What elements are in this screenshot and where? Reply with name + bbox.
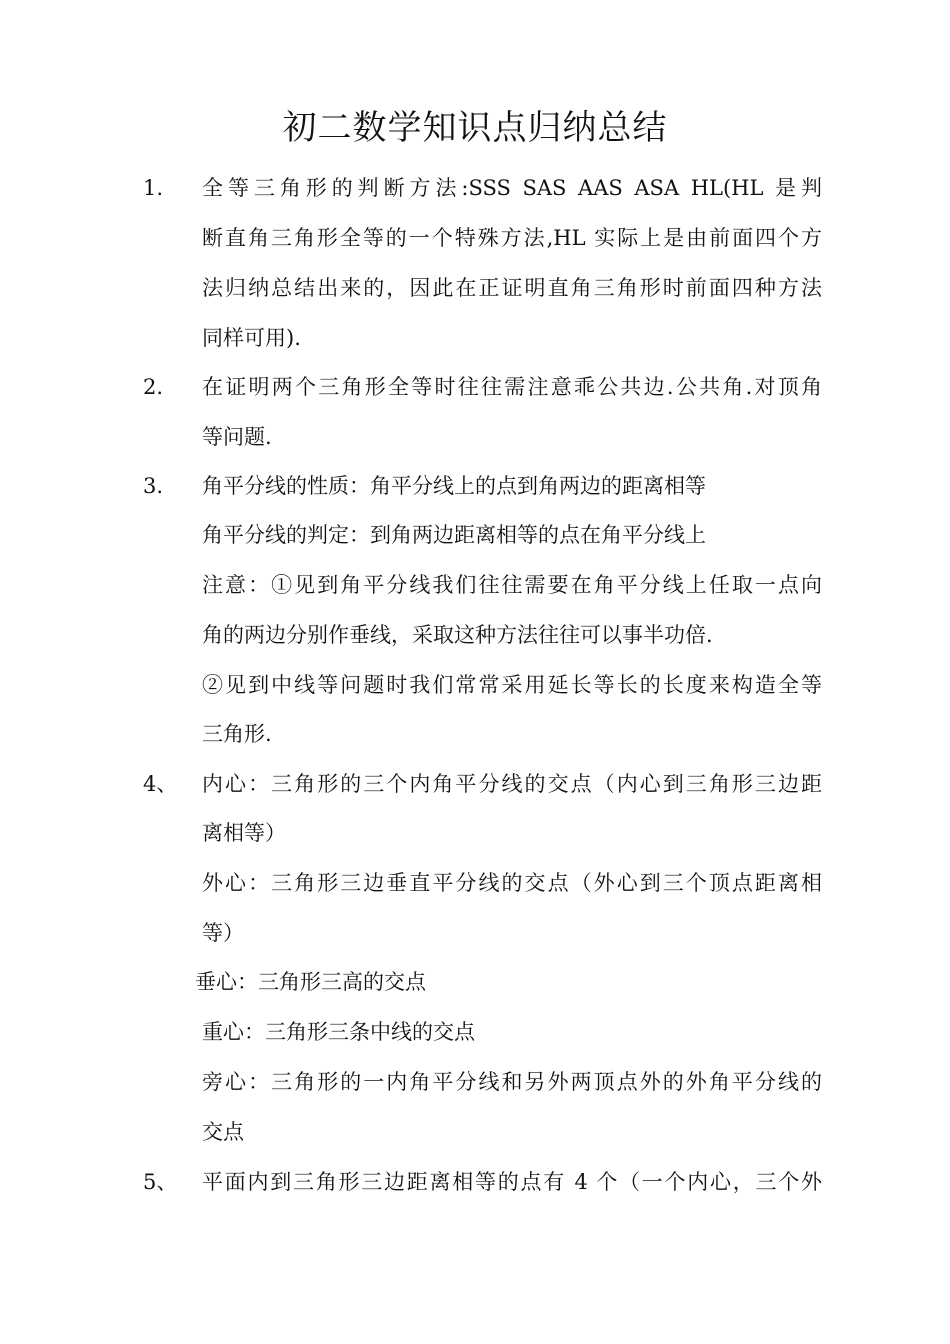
item-number: 5、 <box>143 1170 178 1194</box>
document-title: 初二数学知识点归纳总结 <box>282 108 668 148</box>
item-text-line: 外心：三角形三边垂直平分线的交点（外心到三个顶点距离相 <box>202 871 822 895</box>
item-text-line: 交点 <box>202 1120 244 1144</box>
item-text-line: 垂心：三角形三高的交点 <box>195 970 426 994</box>
item-number: 2. <box>143 375 164 399</box>
item-number: 3. <box>143 474 164 498</box>
item-text-line: 平面内到三角形三边距离相等的点有 4 个（一个内心，三个外 <box>202 1170 822 1194</box>
item-text-line: 同样可用). <box>202 326 301 350</box>
item-text-line: 注意：①见到角平分线我们往往需要在角平分线上任取一点向 <box>202 573 822 597</box>
item-text-line: 角平分线的性质：角平分线上的点到角两边的距离相等 <box>202 474 706 498</box>
item-text-line: ②见到中线等问题时我们常常采用延长等长的长度来构造全等 <box>202 673 822 697</box>
item-text-line: 等问题. <box>202 425 272 449</box>
item-text-line: 三角形. <box>202 722 272 746</box>
item-text-line: 全等三角形的判断方法:SSS SAS AAS ASA HL(HL 是判 <box>202 176 822 200</box>
item-text-line: 旁心：三角形的一内角平分线和另外两顶点外的外角平分线的 <box>202 1070 822 1094</box>
item-number: 1. <box>143 176 164 200</box>
item-text-line: 法归纳总结出来的，因此在正证明直角三角形时前面四种方法 <box>202 276 822 300</box>
item-text-line: 离相等） <box>202 821 286 845</box>
item-text-line: 角平分线的判定：到角两边距离相等的点在角平分线上 <box>202 523 706 547</box>
item-text-line: 内心：三角形的三个内角平分线的交点（内心到三角形三边距 <box>202 772 822 796</box>
item-text-line: 在证明两个三角形全等时往往需注意乖公共边.公共角.对顶角 <box>202 375 822 399</box>
item-text-line: 断直角三角形全等的一个特殊方法,HL 实际上是由前面四个方 <box>202 226 822 250</box>
item-number: 4、 <box>143 772 178 796</box>
item-text-line: 等） <box>202 921 244 945</box>
item-text-line: 重心：三角形三条中线的交点 <box>202 1020 475 1044</box>
item-text-line: 角的两边分别作垂线，采取这种方法往往可以事半功倍. <box>202 623 713 647</box>
